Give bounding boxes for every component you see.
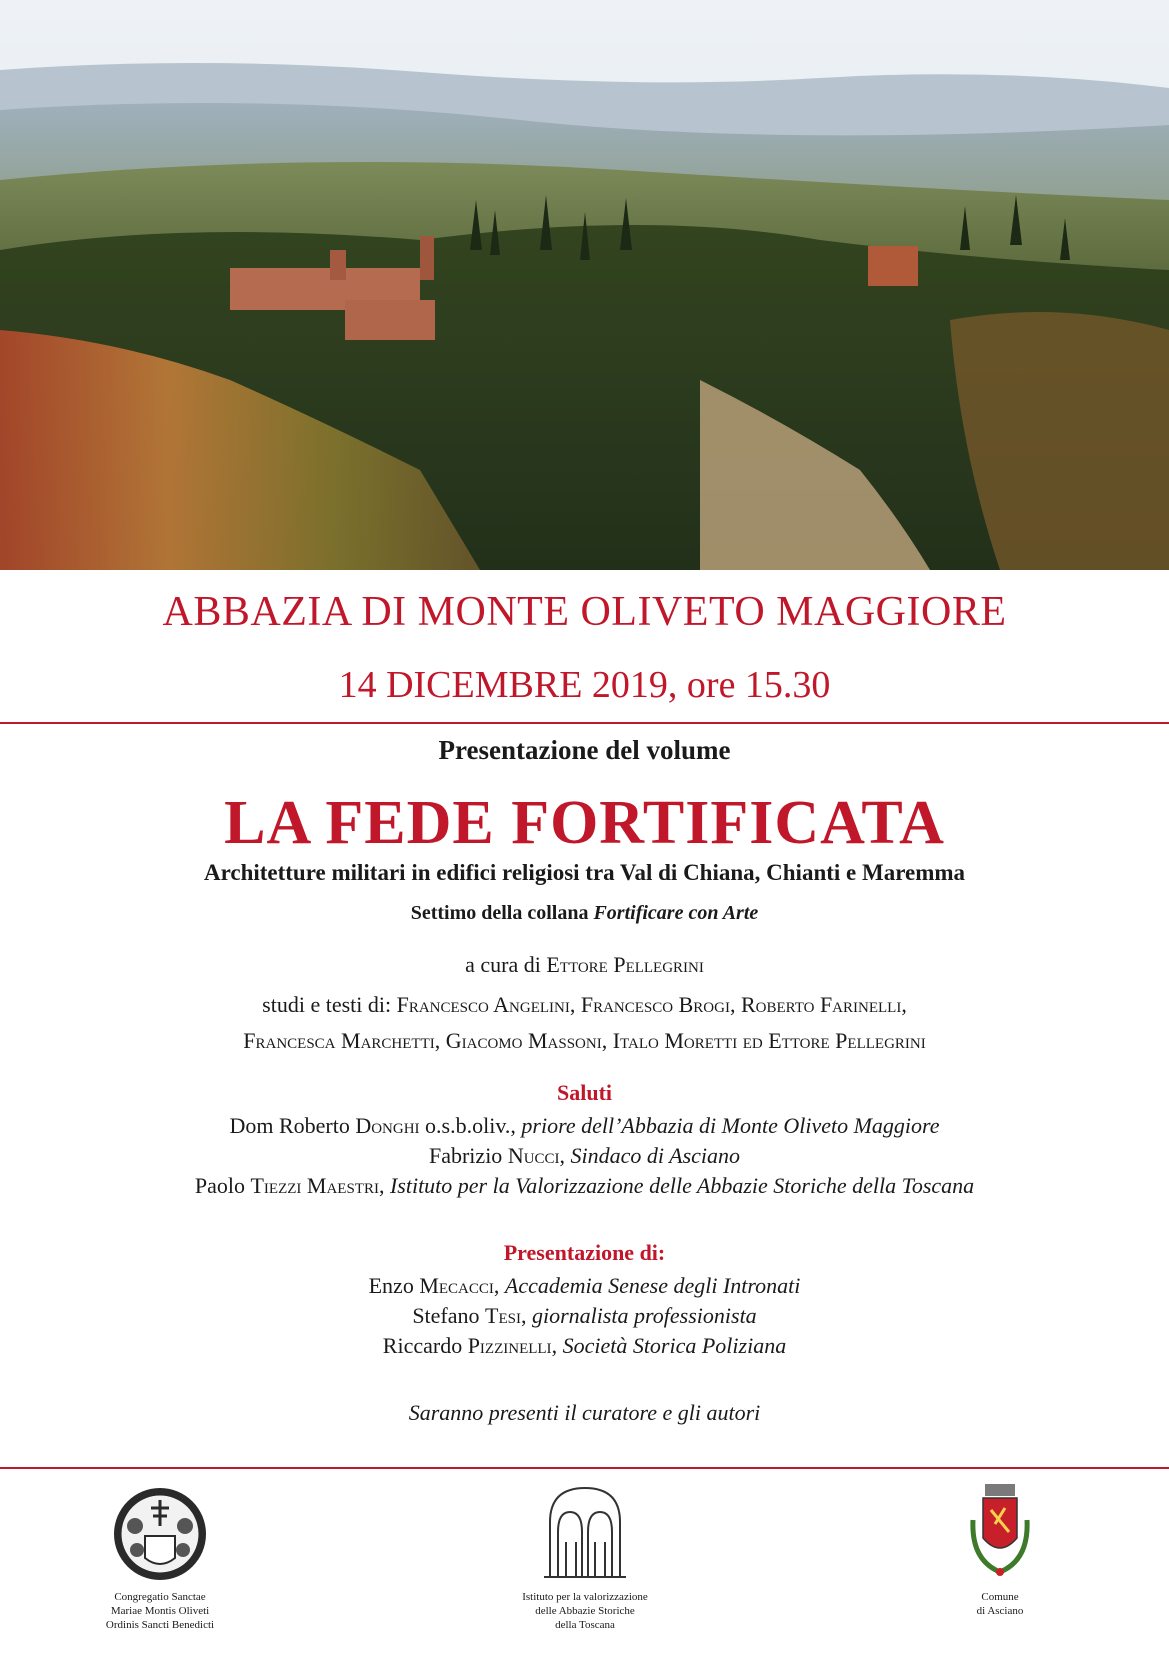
person-first-name: Stefano	[412, 1303, 480, 1328]
curator-name: Ettore Pellegrini	[546, 952, 704, 977]
person-first-name: Paolo	[194, 1173, 245, 1198]
person-suffix: o.s.b.oliv.,	[425, 1113, 516, 1138]
authors-line-2: Francesca Marchetti, Giacomo Massoni, Italo Moretti ed Ettore Pellegrini	[243, 1028, 926, 1053]
curator-line	[0, 952, 1169, 978]
person-suffix: ,	[559, 1143, 566, 1168]
greeting-row	[0, 1141, 1169, 1171]
logo-caption-line: Ordinis Sancti Benedicti	[105, 1619, 215, 1631]
logo-caption-line: delle Abbazie Storiche	[535, 1605, 635, 1617]
series-prefix: Settimo della collana	[410, 902, 589, 924]
greeting-row	[0, 1111, 1169, 1141]
series-line	[0, 902, 1169, 925]
person-role: priore dell’Abbazia di Monte Oliveto Maggiore	[521, 1113, 940, 1138]
logo-institute	[485, 1482, 685, 1632]
person-suffix: ,	[520, 1303, 527, 1328]
person-last-name: Donghi	[355, 1113, 420, 1138]
closing-note-text: Saranno presenti il curatore e gli autori	[408, 1400, 761, 1425]
person-role: Sindaco di Asciano	[570, 1143, 741, 1168]
greetings-heading: Saluti	[556, 1080, 613, 1105]
person-role: Società Storica Poliziana	[562, 1333, 787, 1358]
presenters-heading: Presentazione di:	[503, 1240, 666, 1265]
person-first-name: Riccardo	[382, 1333, 463, 1358]
person-first-name: Fabrizio	[428, 1143, 503, 1168]
greeting-row	[0, 1171, 1169, 1201]
logo-congregation	[60, 1486, 260, 1632]
person-suffix: ,	[378, 1173, 385, 1198]
logo-municipality	[930, 1480, 1070, 1618]
authors-line-1	[0, 987, 1169, 1023]
presenter-row	[0, 1331, 1169, 1361]
abbey-arches-icon	[540, 1482, 630, 1582]
curator-prefix: a cura di	[465, 952, 541, 977]
presenters-list	[0, 1271, 1169, 1361]
person-last-name: Tiezzi Maestri	[250, 1173, 379, 1198]
logo-caption-line: Congregatio Sanctae	[114, 1591, 206, 1603]
divider-bottom	[0, 1467, 1169, 1469]
greetings-list	[0, 1111, 1169, 1201]
person-suffix: ,	[493, 1273, 500, 1298]
presentation-label: Presentazione del volume	[438, 735, 731, 765]
event-date: 14 DICEMBRE 2019, ore 15.30	[338, 664, 831, 706]
person-role: Istituto per la Valorizzazione delle Abbazie Storiche della Toscana	[389, 1173, 975, 1198]
person-role: giornalista professionista	[531, 1303, 757, 1328]
person-first-name: Enzo	[368, 1273, 414, 1298]
person-first-name: Dom Roberto	[229, 1113, 350, 1138]
person-last-name: Tesi	[485, 1303, 521, 1328]
authors-prefix: studi e testi di:	[262, 992, 392, 1017]
person-last-name: Mecacci	[419, 1273, 494, 1298]
presenter-row	[0, 1271, 1169, 1301]
book-title: LA FEDE FORTIFICATA	[224, 789, 945, 857]
logo-caption-line: Istituto per la valorizzazione	[522, 1591, 648, 1603]
person-role: Accademia Senese degli Intronati	[504, 1273, 801, 1298]
person-suffix: ,	[551, 1333, 558, 1358]
logo-caption-line: Mariae Montis Oliveti	[110, 1605, 210, 1617]
person-last-name: Pizzinelli	[467, 1333, 552, 1358]
person-last-name: Nucci	[507, 1143, 560, 1168]
benedictine-seal-icon	[105, 1486, 215, 1582]
logo-caption-line: di Asciano	[976, 1605, 1024, 1617]
asciano-coat-of-arms-icon	[965, 1480, 1035, 1582]
series-name: Fortificare con Arte	[593, 902, 759, 924]
landscape-photo	[0, 0, 1169, 570]
logo-caption-line: della Toscana	[555, 1619, 615, 1631]
authors-block	[0, 987, 1169, 1059]
venue-title: ABBAZIA DI MONTE OLIVETO MAGGIORE	[162, 589, 1007, 635]
closing-note	[0, 1398, 1169, 1428]
presenter-row	[0, 1301, 1169, 1331]
divider-top	[0, 722, 1169, 724]
book-subtitle: Architetture militari in edifici religiosi tra Val di Chiana, Chianti e Maremma	[203, 860, 966, 885]
authors-names-1: Francesco Angelini, Francesco Brogi, Roberto Farinelli,	[396, 992, 907, 1017]
logo-caption-line: Comune	[981, 1591, 1019, 1603]
